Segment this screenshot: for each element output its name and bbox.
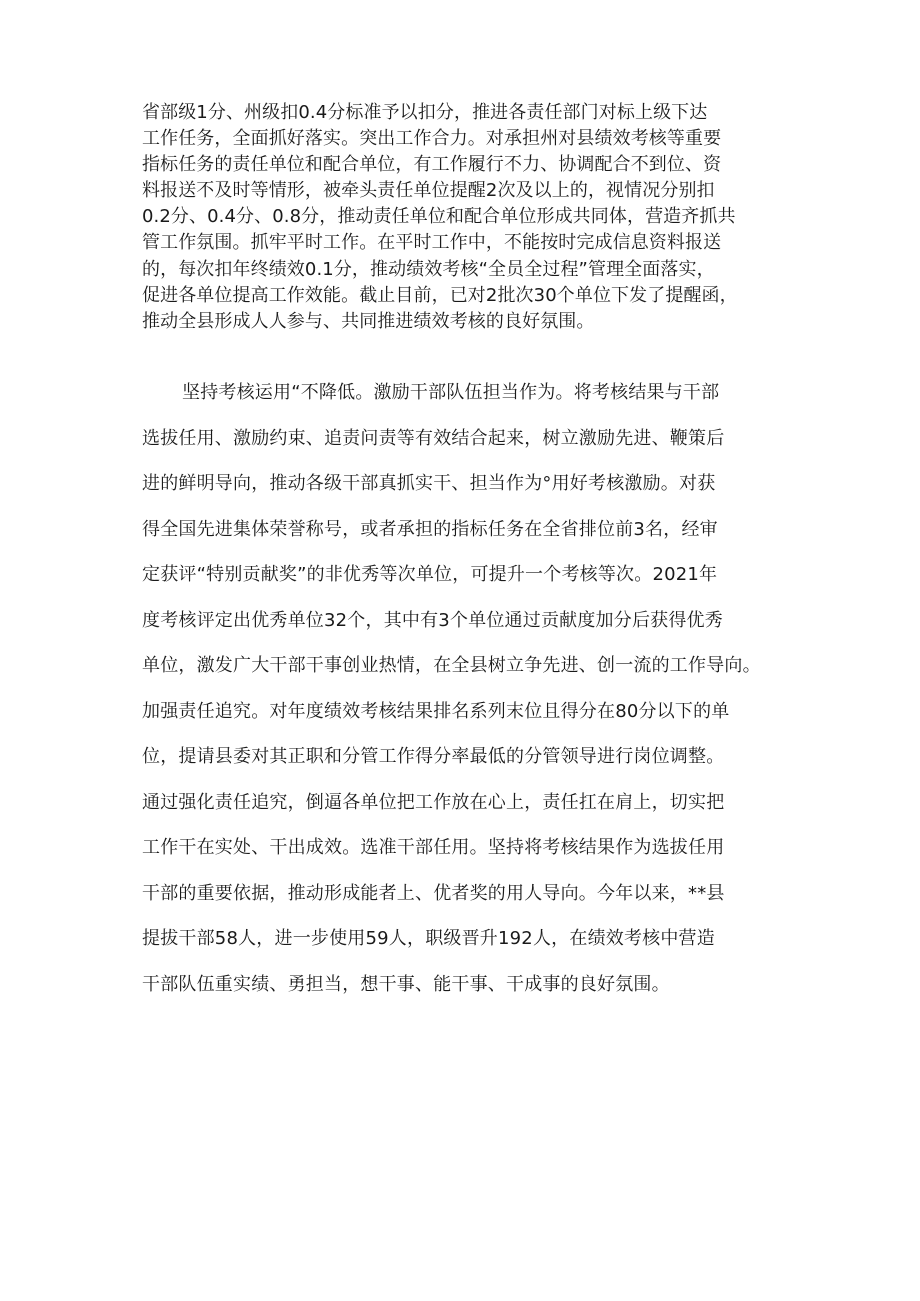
text-line: 0.2分、0.4分、0.8分，推动责任单位和配合单位形成共同体，营造齐抓共	[142, 206, 736, 228]
text-line: 度考核评定出优秀单位32个，其中有3个单位通过贡献度加分后获得优秀	[142, 609, 723, 631]
text-line: 工作干在实处、干出成效。选准干部任用。坚持将考核结果作为选拔任用	[142, 837, 725, 858]
text-line: 管工作氛围。抓牢平时工作。在平时工作中，不能按时完成信息资料报送	[142, 232, 722, 254]
text-line: 省部级1分、州级扣0.4分标准予以扣分，推进各责任部门对标上级下达	[142, 102, 708, 123]
text-line: 的，每次扣年终绩效0.1分，推动绩效考核“全员全过程”管理全面落实，	[142, 258, 715, 280]
text-line: 干部的重要依据，推动形成能者上、优者奖的用人导向。今年以来，**县	[142, 882, 725, 904]
text-line: 干部队伍重实绩、勇担当，想干事、能干事、干成事的良好氛围。	[142, 973, 670, 995]
text-line: 定获评“特别贡献奖”的非优秀等次单位，可提升一个考核等次。2021年	[142, 564, 718, 585]
text-line: 得全国先进集体荣誉称号，或者承担的指标任务在全省排位前3名，经审	[142, 518, 718, 540]
text-line: 选拔任用、激励约束、追责问责等有效结合起来，树立激励先进、鞭策后	[142, 427, 725, 449]
text-line: 位，提请县委对其正职和分管工作得分率最低的分管领导进行岗位调整。	[142, 746, 725, 767]
text-line: 提拔干部58人，进一步使用59人，职级晋升192人，在绩效考核中营造	[142, 928, 715, 949]
text-line: 促进各单位提高工作效能。截止目前，已对2批次30个单位下发了提醒函，	[142, 284, 738, 306]
text-line: 加强责任追究。对年度绩效考核结果排名系列末位且得分在80分以下的单	[142, 700, 730, 722]
text-line: 指标任务的责任单位和配合单位，有工作履行不力、协调配合不到位、资	[142, 154, 722, 176]
text-line: 单位，激发广大干部干事创业热情，在全县树立争先进、创一流的工作导向。	[142, 655, 761, 676]
text-line: 进的鲜明导向，推动各级干部真抓实干、担当作为°用好考核激励。对获	[142, 473, 716, 494]
text-line: 推动全县形成人人参与、共同推进绩效考核的良好氛围。	[142, 310, 595, 332]
text-line: 料报送不及时等情形，被牵头责任单位提醒2次及以上的，视情况分别扣	[142, 180, 715, 202]
paragraph-performance-deductions	[142, 100, 802, 335]
text-line: 通过强化责任追究，倒逼各单位把工作放在心上，责任扛在肩上，切实把	[142, 791, 725, 813]
paragraph-assessment-application	[142, 370, 802, 1007]
text-line: 坚持考核运用“不降低。激励干部队伍担当作为。将考核结果与干部	[182, 382, 720, 403]
text-line: 工作任务，全面抓好落实。突出工作合力。对承担州对县绩效考核等重要	[142, 128, 722, 150]
